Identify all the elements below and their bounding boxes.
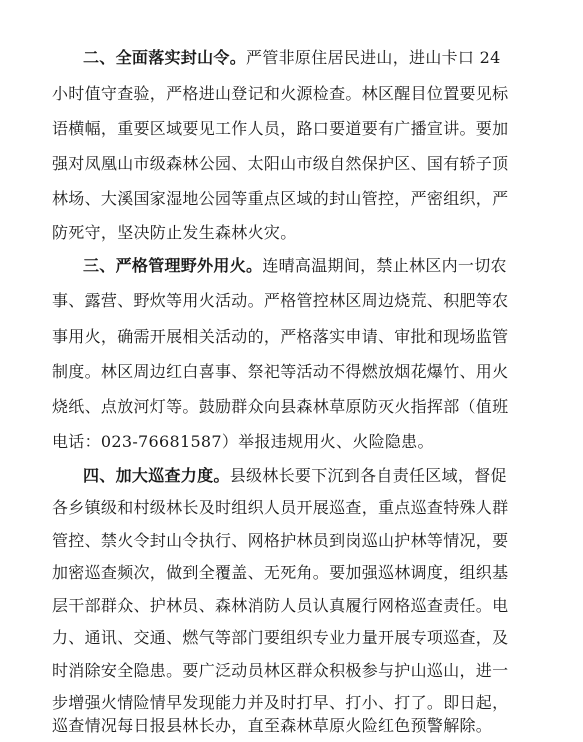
section-2-line: 防死守，坚决防止发生森林火灾。 — [52, 223, 297, 242]
section-4-line: 管控、禁火令封山令执行、网格护林员到岗巡山护林等情况，要 — [52, 531, 509, 550]
section-3-line: 烧纸、点放河灯等。鼓励群众向县森林草原防灭火指挥部（值班 — [52, 397, 509, 416]
section-4-line: 力、通讯、交通、燃气等部门要组织专业力量开展专项巡查，及 — [52, 628, 509, 647]
section-2-line: 语横幅，重要区域要见工作人员，路口要道要有广播宣讲。要加 — [52, 119, 509, 138]
section-4-line: 县级林长要下沉到各自责任区域，督促 — [229, 466, 507, 485]
section-4-line: 时消除安全隐患。要广泛动员林区群众积极参与护山巡山，进一 — [52, 661, 509, 680]
section-4-line: 步增强火情险情早发现能力并及时打早、打小、打了。即日起， — [52, 693, 509, 712]
section-3-line: 制度。林区周边红白喜事、祭祀等活动不得燃放烟花爆竹、用火 — [52, 362, 509, 381]
section-2-line: 小时值守查验，严格进山登记和火源检查。林区醒目位置要见标 — [52, 84, 509, 103]
section-3-line: 连晴高温期间，禁止林区内一切农 — [262, 256, 507, 275]
section-2-heading: 二、全面落实封山令。 — [83, 48, 247, 67]
section-4-line: 各乡镇级和村级林长及时组织人员开展巡查，重点巡查特殊人群 — [52, 498, 509, 517]
section-3-line: 事、露营、野炊等用火活动。严格管控林区周边烧荒、积肥等农 — [52, 291, 509, 310]
section-4-first-line — [83, 466, 507, 486]
section-4-line: 层干部群众、护林员、森林消防人员认真履行网格巡查责任。电 — [52, 596, 509, 615]
section-4-line: 加密巡查频次，做到全覆盖、无死角。要加强巡林调度，组织基 — [52, 563, 509, 582]
section-3-heading: 三、严格管理野外用火。 — [83, 256, 263, 275]
section-2-first-line — [83, 48, 501, 68]
section-3-line: 电话：023-76681587）举报违规用火、火险隐患。 — [52, 432, 434, 451]
section-2-line: 林场、大溪国家湿地公园等重点区域的封山管控，严密组织，严 — [52, 189, 509, 208]
section-2-line: 严管非原住居民进山，进山卡口 24 — [246, 48, 501, 67]
section-3-line: 事用火，确需开展相关活动的，严格落实申请、审批和现场监管 — [52, 327, 509, 346]
section-4-heading: 四、加大巡查力度。 — [83, 466, 230, 485]
section-2-line: 强对凤凰山市级森林公园、太阳山市级自然保护区、国有轿子顶 — [52, 154, 509, 173]
section-3-first-line — [83, 256, 507, 276]
section-4-line: 巡查情况每日报县林长办，直至森林草原火险红色预警解除。 — [52, 716, 493, 735]
